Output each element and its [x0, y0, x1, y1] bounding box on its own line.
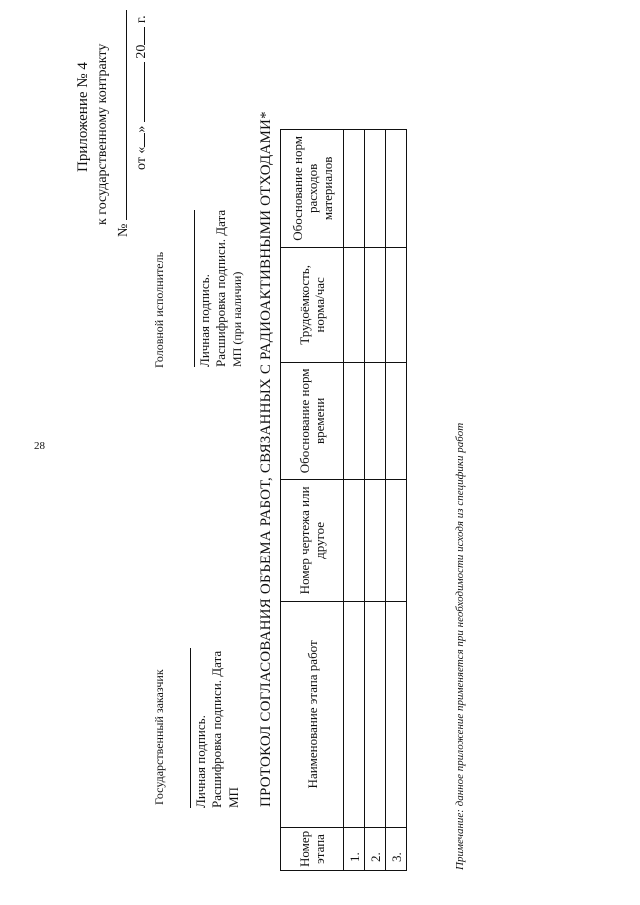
appendix-title: Приложение № 4 [75, 62, 91, 172]
table-cell[interactable] [386, 129, 407, 247]
header-material-norms: Обоснование норм расходов материалов [281, 129, 344, 247]
table-row [386, 129, 407, 870]
table-cell[interactable] [344, 129, 365, 247]
stage-number-cell: 2. [365, 827, 386, 870]
table-header-row [281, 129, 344, 870]
executor-signature-line2: Расшифровка подписи. Дата [213, 209, 228, 367]
month-blank [132, 62, 145, 122]
contract-date-field [132, 15, 150, 170]
table-cell[interactable] [365, 479, 386, 601]
table-cell[interactable] [386, 247, 407, 362]
contract-number-field [114, 10, 132, 237]
header-drawing-number: Номер чертежа или другое [281, 479, 344, 601]
table-cell[interactable] [344, 479, 365, 601]
page-number: 28 [34, 440, 45, 452]
footnote: Примечание: данное приложение применяется при необходимости исходя из специфики работ [454, 422, 466, 870]
table-cell[interactable] [386, 601, 407, 827]
executor-label: Головной исполнитель [152, 251, 166, 368]
table-cell[interactable] [386, 479, 407, 601]
year-suffix: г. [134, 15, 149, 24]
day-blank [132, 133, 145, 147]
header-stage-name: Наименование этапа работ [281, 601, 344, 827]
executor-stamp: МП (при наличии) [230, 271, 244, 367]
number-blank-line [114, 10, 127, 220]
table-cell[interactable] [344, 247, 365, 362]
header-labor-intensity: Трудоёмкость, норма/час [281, 247, 344, 362]
date-mid: » [134, 125, 149, 133]
header-stage-number: Номер этапа [281, 827, 344, 870]
customer-stamp: МП [226, 787, 241, 808]
number-prefix: № [116, 223, 131, 237]
customer-label: Государственный заказчик [152, 669, 166, 805]
table-cell[interactable] [344, 362, 365, 479]
work-volume-table [280, 129, 407, 871]
table-cell[interactable] [365, 362, 386, 479]
document-title: ПРОТОКОЛ СОГЛАСОВАНИЯ ОБЪЕМА РАБОТ, СВЯЗАННЫХ С РАДИОАКТИВНЫМИ ОТХОДАМИ* [258, 111, 274, 807]
year-blank [132, 27, 145, 45]
stage-number-cell: 1. [344, 827, 365, 870]
table-cell[interactable] [344, 601, 365, 827]
executor-signature-line1: Личная подпись. [197, 274, 212, 367]
stage-number-cell: 3. [386, 827, 407, 870]
table-cell[interactable] [365, 247, 386, 362]
table-row [344, 129, 365, 870]
customer-signature-caption: Личная подпись. Расшифровка подписи. Дата [190, 648, 225, 808]
appendix-contract-ref: к государственному контракту [95, 43, 110, 225]
table-cell[interactable] [365, 129, 386, 247]
table-cell[interactable] [365, 601, 386, 827]
table-cell[interactable] [386, 362, 407, 479]
table-row [365, 129, 386, 870]
header-time-norms: Обоснование норм времени [281, 362, 344, 479]
year-prefix: 20 [134, 44, 149, 59]
executor-signature-caption [194, 210, 245, 367]
date-prefix: от « [134, 146, 149, 170]
